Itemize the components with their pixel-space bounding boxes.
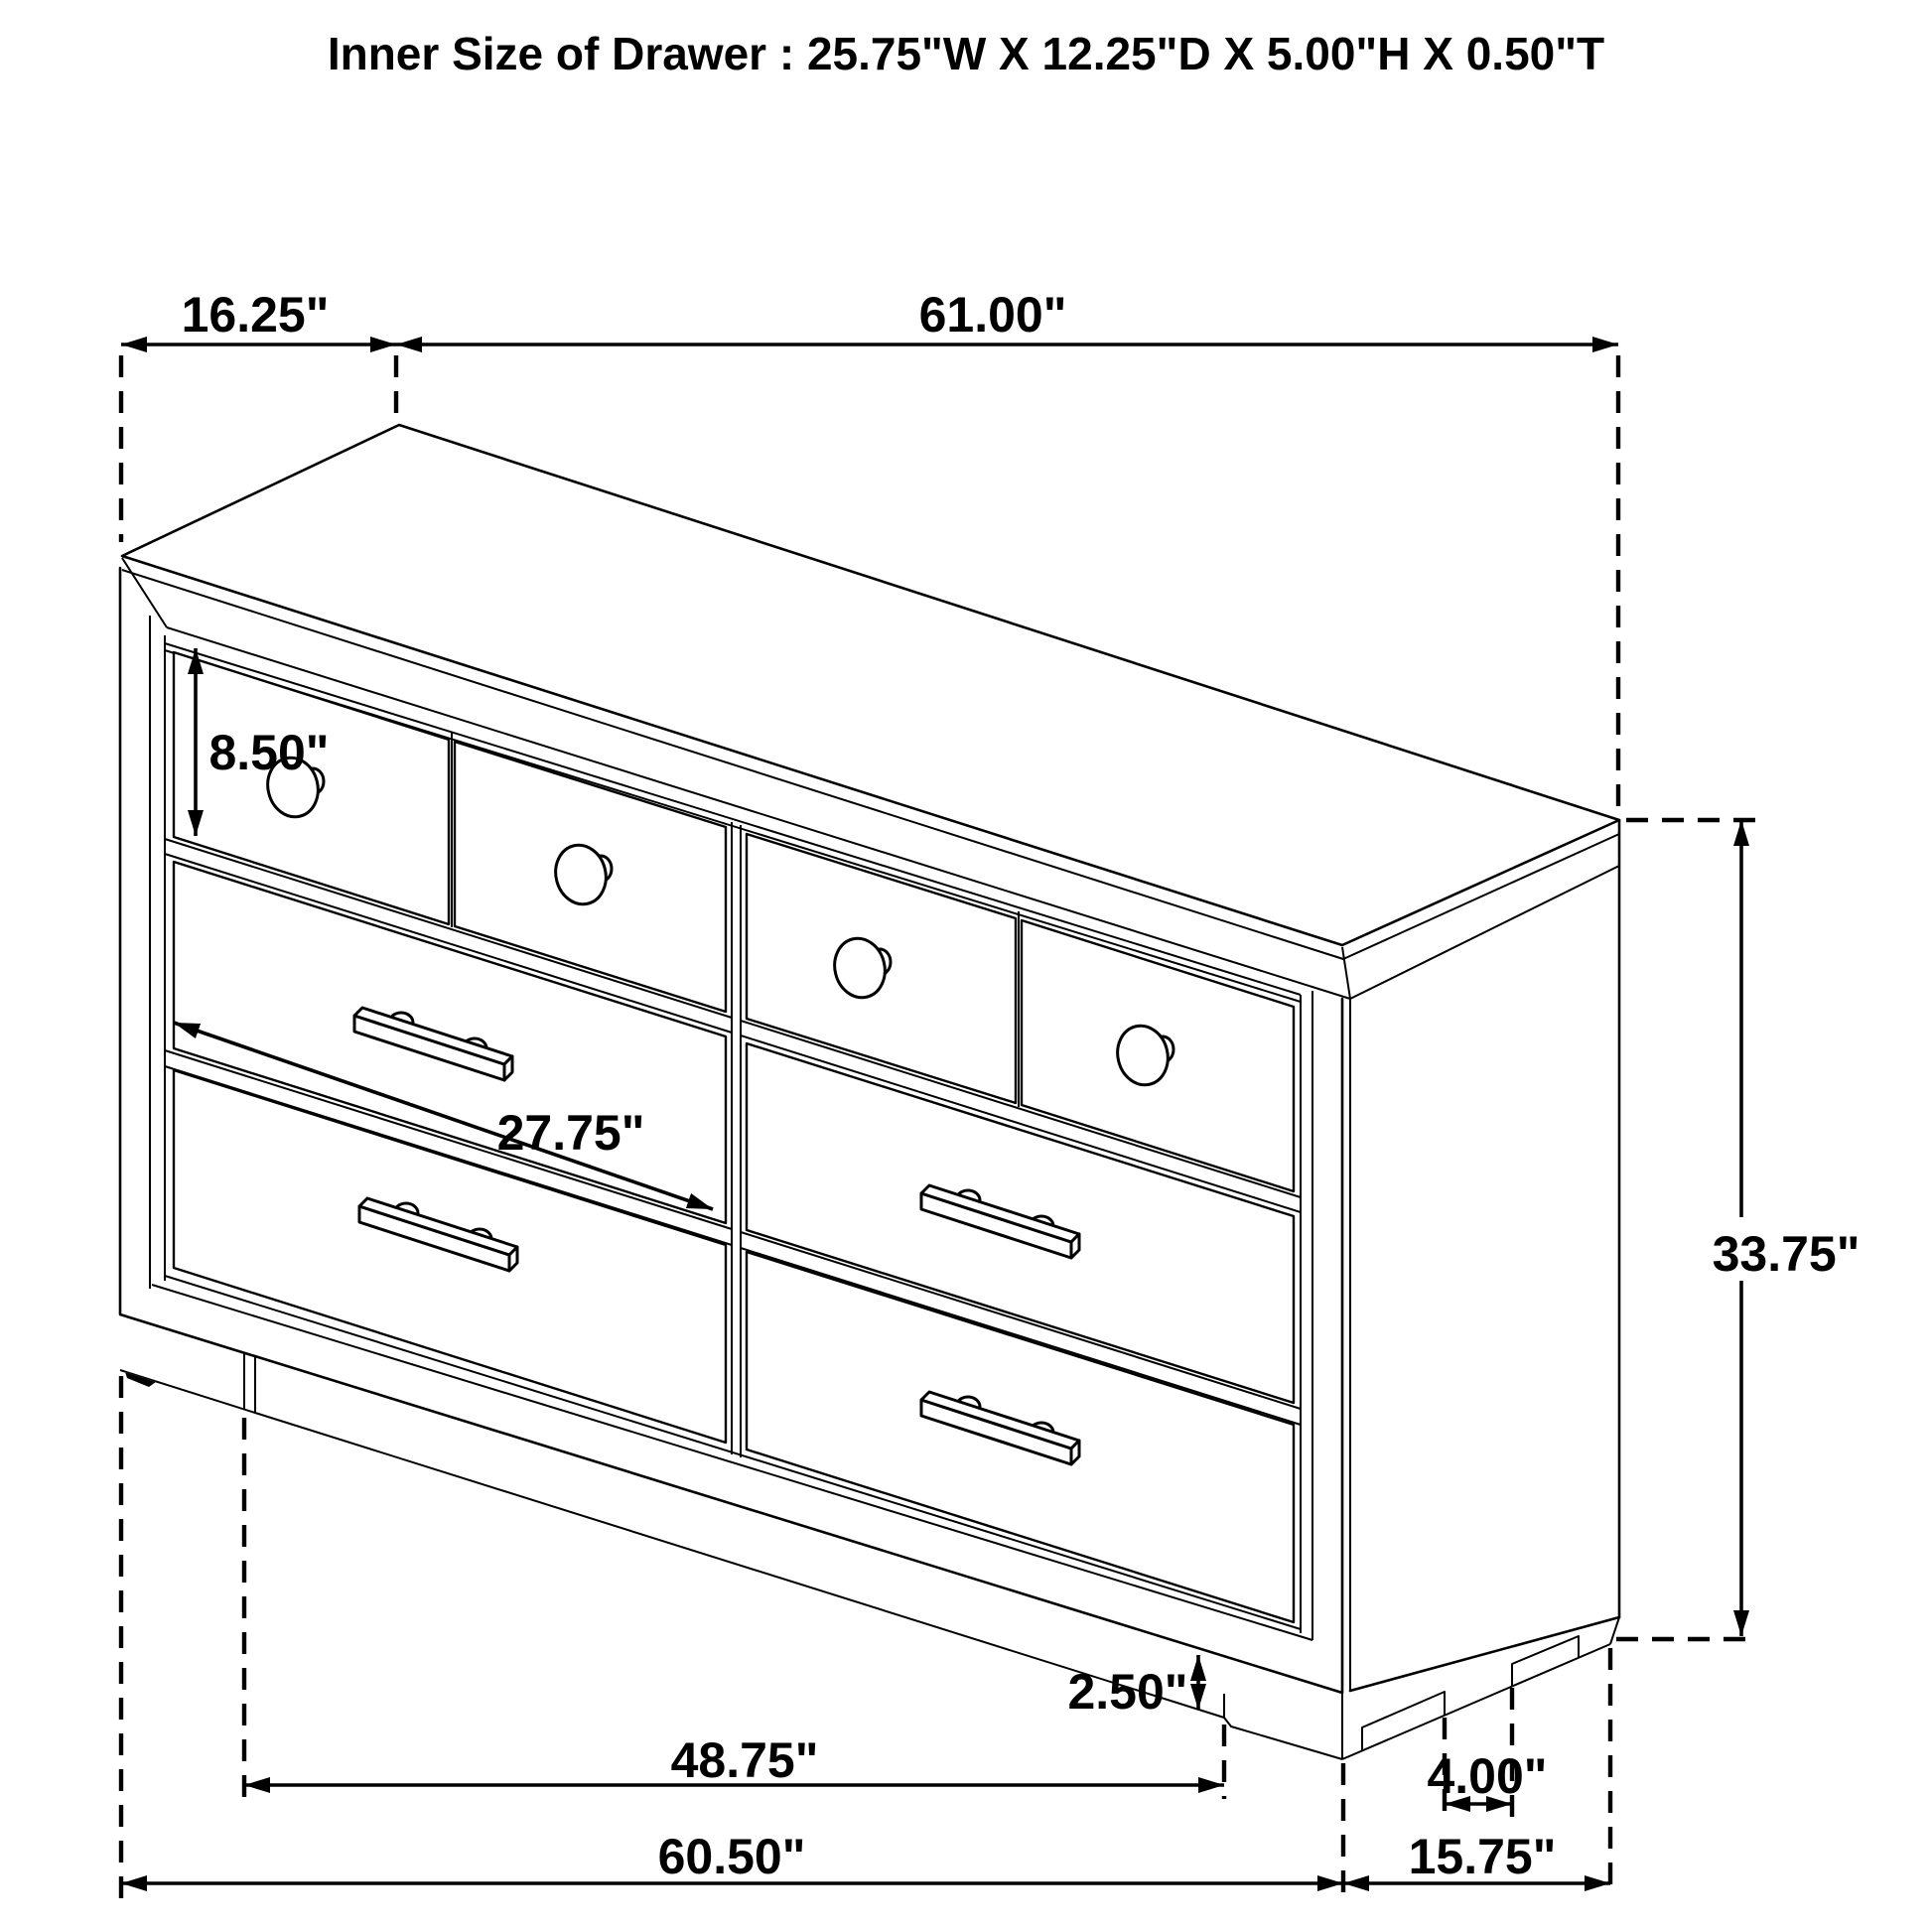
dresser-drawing	[120, 425, 1619, 1759]
dim-label-base-front-span: 48.75"	[670, 1732, 819, 1788]
dim-label-foot-width: 4.00"	[1427, 1748, 1548, 1804]
dim-label-bottom-width: 60.50"	[657, 1829, 806, 1884]
dim-label-top-drawer-height: 8.50"	[208, 725, 330, 780]
dim-label-base-rail-height: 2.50"	[1067, 1664, 1188, 1720]
dresser-side-panel	[1350, 820, 1619, 1691]
dim-label-bottom-depth: 15.75"	[1408, 1829, 1557, 1884]
dim-label-overall-height: 33.75"	[1712, 1226, 1861, 1282]
dim-label-drawer-diagonal: 27.75"	[496, 1105, 645, 1161]
dim-label-top-depth: 16.25"	[181, 287, 330, 343]
dim-label-top-width: 61.00"	[918, 287, 1067, 343]
figure-title: Inner Size of Drawer : 25.75"W X 12.25"D X 5.00"H X 0.50"T	[327, 28, 1605, 79]
